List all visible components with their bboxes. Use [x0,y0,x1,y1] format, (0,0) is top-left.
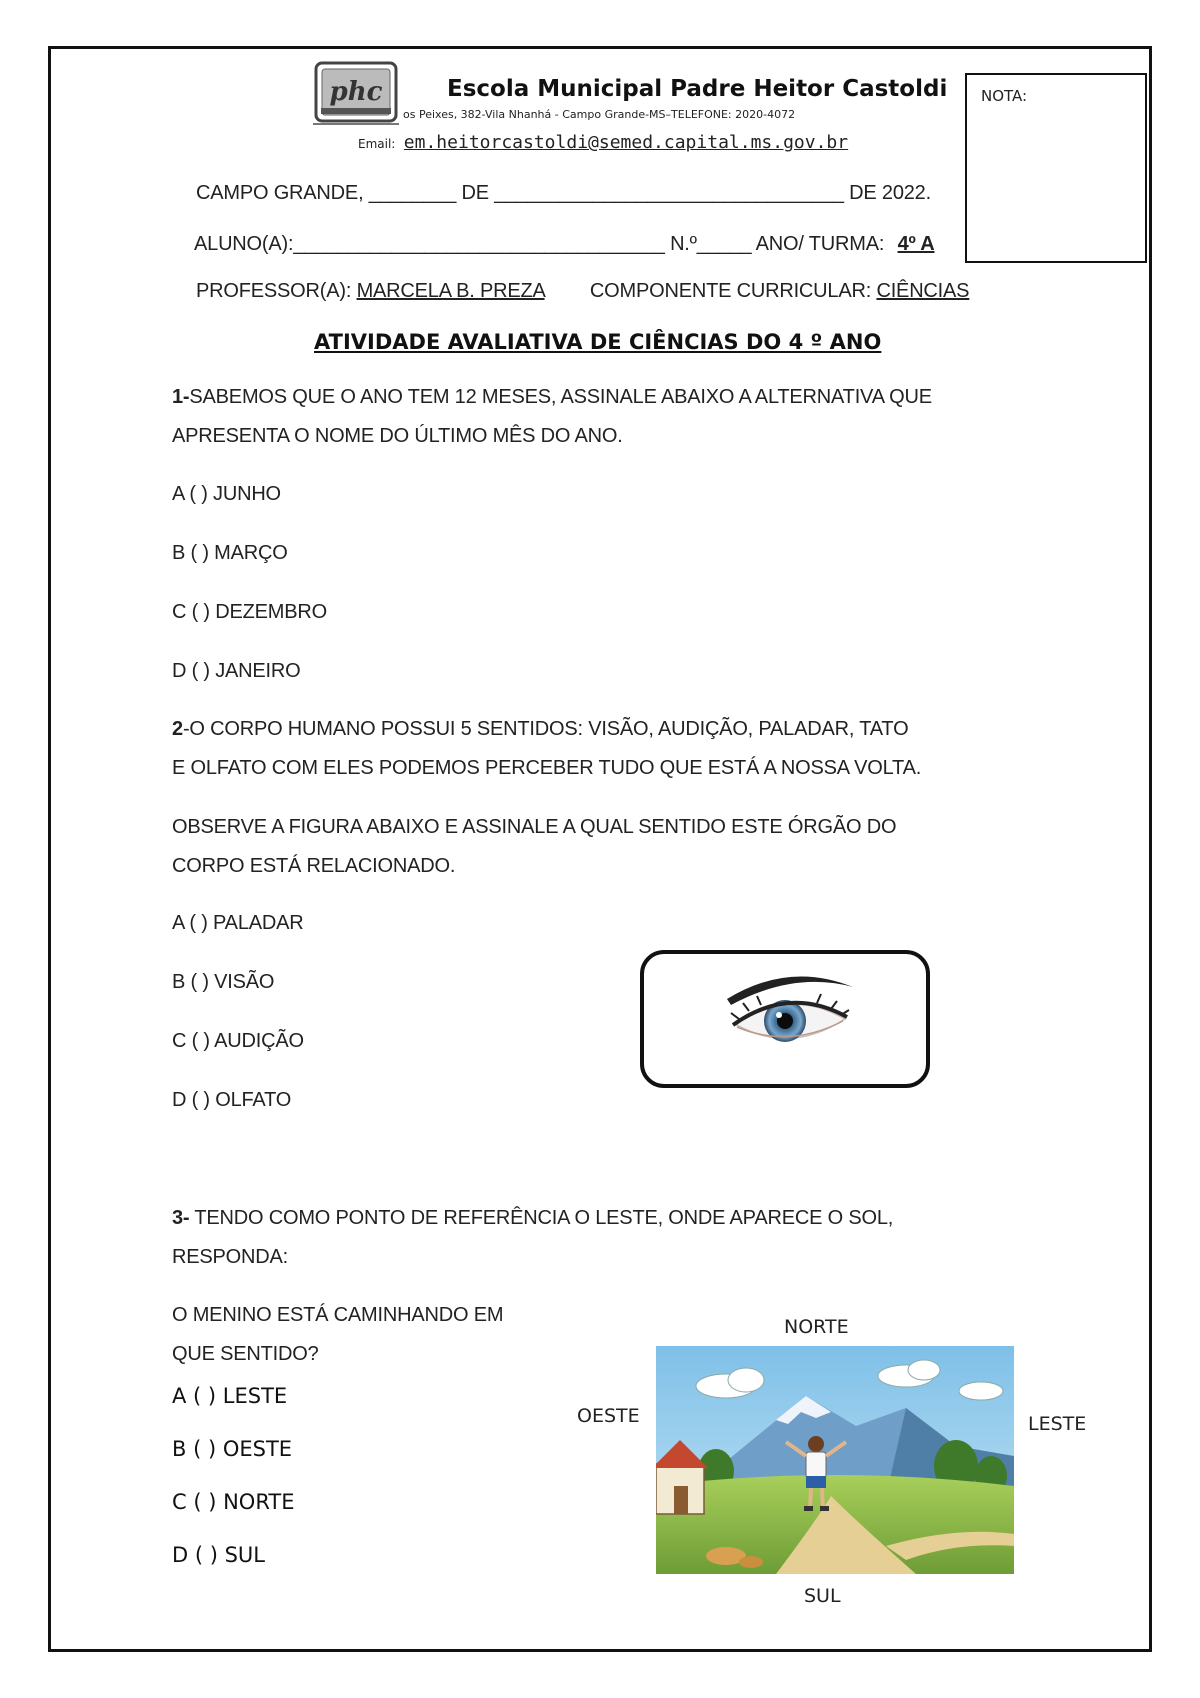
q3-option-b[interactable]: B ( ) OESTE [172,1437,293,1461]
q1-line1: 1-SABEMOS QUE O ANO TEM 12 MESES, ASSINALE ABAIXO A ALTERNATIVA QUE [172,386,932,408]
q2-option-a[interactable]: A ( ) PALADAR [172,912,304,934]
email-label: Email: [358,137,396,151]
q2-line3: OBSERVE A FIGURA ABAIXO E ASSINALE A QUAL SENTIDO ESTE ÓRGÃO DO [172,816,897,838]
q1-option-a[interactable]: A ( ) JUNHO [172,483,281,505]
q2-number: 2 [172,718,183,740]
subject-value: CIÊNCIAS [876,280,970,302]
q1-line2: APRESENTA O NOME DO ÚLTIMO MÊS DO ANO. [172,425,623,447]
q1-option-c[interactable]: C ( ) DEZEMBRO [172,601,327,623]
q1-option-b[interactable]: B ( ) MARÇO [172,542,288,564]
subject-label: COMPONENTE CURRICULAR: [589,280,872,302]
q3-option-c[interactable]: C ( ) NORTE [172,1490,295,1514]
q2-option-d[interactable]: D ( ) OLFATO [172,1089,292,1111]
email-row [358,132,848,153]
date-line: CAMPO GRANDE, ________ DE ________________________________ DE 2022. [196,182,931,204]
grade-box [965,73,1147,263]
email-link[interactable]: em.heitorcastoldi@semed.capital.ms.gov.br [403,132,849,153]
grade-label: NOTA: [981,87,1028,105]
q1-number: 1- [172,386,190,408]
teacher-label: PROFESSOR(A): [196,280,352,302]
q3-line3: O MENINO ESTÁ CAMINHANDO EM [172,1304,504,1326]
compass-east: LESTE [1028,1413,1087,1435]
q3-option-a[interactable]: A ( ) LESTE [172,1384,288,1408]
compass-south: SUL [804,1585,841,1607]
school-address: os Peixes, 382-Vila Nhanhá - Campo Grande-MS–TELEFONE: 2020-4072 [403,108,796,121]
landscape-image [656,1346,1014,1574]
q3-number: 3- [172,1207,190,1229]
school-logo [313,60,399,126]
page-title: ATIVIDADE AVALIATIVA DE CIÊNCIAS DO 4 º ANO [314,330,882,354]
student-line [194,233,934,256]
class-value: 4º A [897,233,935,255]
teacher-line [196,280,969,303]
q2-option-c[interactable]: C ( ) AUDIÇÃO [172,1030,304,1052]
q2-option-b[interactable]: B ( ) VISÃO [172,971,275,993]
q1-option-d[interactable]: D ( ) JANEIRO [172,660,301,682]
q3-line1: 3- TENDO COMO PONTO DE REFERÊNCIA O LESTE, ONDE APARECE O SOL, [172,1207,894,1229]
compass-north: NORTE [784,1316,849,1338]
q3-option-d[interactable]: D ( ) SUL [172,1543,265,1567]
teacher-name: MARCELA B. PREZA [356,280,545,302]
q2-line1: 2-O CORPO HUMANO POSSUI 5 SENTIDOS: VISÃO, AUDIÇÃO, PALADAR, TATO [172,718,909,740]
q3-line4: QUE SENTIDO? [172,1343,319,1365]
eye-image [639,949,931,1089]
compass-west: OESTE [577,1405,640,1427]
q2-line4: CORPO ESTÁ RELACIONADO. [172,855,456,877]
q3-line2: RESPONDA: [172,1246,289,1268]
school-name: Escola Municipal Padre Heitor Castoldi [447,76,948,102]
student-fields: ALUNO(A):__________________________________ N.º_____ ANO/ TURMA: [194,233,885,255]
q2-line2: E OLFATO COM ELES PODEMOS PERCEBER TUDO QUE ESTÁ A NOSSA VOLTA. [172,757,922,779]
svg-text:phc: phc [329,77,383,107]
